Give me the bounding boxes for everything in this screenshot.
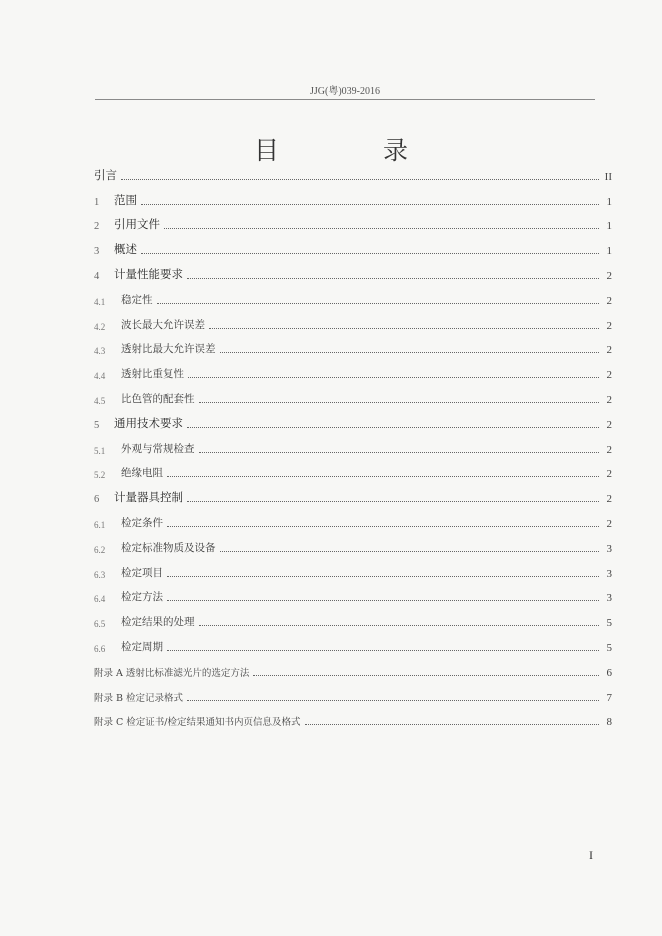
dot-leader	[141, 204, 599, 205]
toc-entry[interactable]	[94, 707, 612, 732]
toc-entry-page: 2	[606, 269, 612, 282]
toc-entry-page: 2	[606, 418, 612, 431]
toc-entry-page: 2	[606, 393, 612, 406]
toc-entry-title: 检定周期	[121, 640, 163, 653]
toc-entry-title: 概述	[114, 242, 137, 257]
toc-entry-page: 3	[606, 542, 612, 555]
toc-entry-number: 4.5	[94, 395, 106, 406]
toc-entry-title: 检定标准物质及设备	[121, 541, 216, 554]
dot-leader	[199, 625, 600, 626]
toc-entry-page: 2	[606, 344, 612, 357]
toc-entry-page: II	[604, 170, 612, 183]
toc-entry-number: 4.1	[94, 296, 106, 307]
toc-entry-number: 6.1	[94, 519, 106, 530]
dot-leader	[209, 328, 599, 329]
toc-entry-number: 5.2	[94, 470, 106, 481]
toc-entry-page: 2	[606, 369, 612, 382]
toc-entry-title: 检定结果的处理	[121, 616, 195, 629]
running-header: JJG(粤)039-2016	[310, 86, 380, 97]
toc-entry[interactable]	[94, 583, 612, 608]
dot-leader	[220, 551, 600, 552]
header-rule	[95, 99, 595, 100]
toc-entry-title: 稳定性	[121, 293, 153, 306]
toc-entry[interactable]	[94, 335, 612, 360]
toc-entry-number: 4.2	[94, 321, 106, 332]
toc-entry[interactable]	[94, 260, 612, 285]
toc-entry-number: 1	[94, 196, 100, 208]
dot-leader	[157, 303, 600, 304]
dot-leader	[167, 600, 599, 601]
toc-entry-number: 4	[94, 270, 100, 282]
toc-entry-title: 检定项目	[121, 566, 163, 579]
toc-entry-title: 引用文件	[114, 217, 160, 232]
toc-entry[interactable]	[94, 682, 612, 707]
toc-entry-page: 8	[606, 716, 612, 729]
toc-entry-number: 5	[94, 419, 100, 431]
dot-leader	[167, 526, 599, 527]
dot-leader	[187, 501, 599, 502]
toc-entry-page: 7	[606, 691, 612, 704]
toc-entry-page: 1	[606, 195, 612, 208]
toc-entry-number: 6.2	[94, 544, 106, 555]
toc-entry-page: 1	[606, 245, 612, 258]
toc-entry-title: 通用技术要求	[114, 415, 183, 430]
table-of-contents	[94, 161, 612, 731]
toc-entry[interactable]	[94, 211, 612, 236]
dot-leader	[187, 700, 599, 701]
toc-entry-page: 3	[606, 567, 612, 580]
toc-entry-page: 6	[606, 666, 612, 679]
toc-entry[interactable]	[94, 607, 612, 632]
toc-entry-number: 2	[94, 221, 100, 233]
toc-entry-number: 6.6	[94, 643, 106, 654]
toc-entry[interactable]	[94, 161, 612, 186]
dot-leader	[305, 724, 599, 725]
toc-entry-title: 附录 A 透射比标准滤光片的选定方法	[94, 667, 250, 679]
dot-leader	[121, 179, 599, 180]
dot-leader	[253, 675, 599, 676]
toc-entry[interactable]	[94, 533, 612, 558]
toc-entry[interactable]	[94, 285, 612, 310]
toc-entry-number: 6.5	[94, 619, 106, 630]
toc-entry-title: 引言	[94, 167, 117, 182]
toc-entry-number: 6.4	[94, 594, 106, 605]
dot-leader	[167, 476, 599, 477]
toc-entry[interactable]	[94, 359, 612, 384]
toc-entry-number: 4.4	[94, 371, 106, 382]
dot-leader	[164, 228, 599, 229]
dot-leader	[188, 377, 599, 378]
page-title: 目 录	[254, 136, 456, 165]
toc-entry-number: 6.3	[94, 569, 106, 580]
toc-entry-title: 计量器具控制	[114, 490, 183, 505]
dot-leader	[199, 402, 600, 403]
toc-entry-title: 绝缘电阻	[121, 467, 163, 480]
dot-leader	[187, 427, 599, 428]
toc-entry-page: 2	[606, 443, 612, 456]
dot-leader	[167, 650, 599, 651]
dot-leader	[220, 352, 600, 353]
toc-entry-page: 2	[606, 468, 612, 481]
toc-entry[interactable]	[94, 657, 612, 682]
toc-entry-number: 5.1	[94, 445, 106, 456]
toc-entry[interactable]	[94, 310, 612, 335]
dot-leader	[199, 452, 600, 453]
toc-entry-page: 1	[606, 220, 612, 233]
toc-entry[interactable]	[94, 558, 612, 583]
toc-entry-title: 检定条件	[121, 516, 163, 529]
dot-leader	[187, 278, 599, 279]
toc-entry-page: 5	[606, 641, 612, 654]
toc-entry[interactable]	[94, 235, 612, 260]
toc-entry-title: 检定方法	[121, 591, 163, 604]
toc-entry[interactable]	[94, 384, 612, 409]
toc-entry[interactable]	[94, 409, 612, 434]
toc-entry-title: 波长最大允许误差	[121, 318, 205, 331]
toc-entry-title: 透射比重复性	[121, 368, 184, 381]
dot-leader	[141, 253, 599, 254]
toc-entry-page: 3	[606, 592, 612, 605]
toc-entry[interactable]	[94, 186, 612, 211]
toc-entry[interactable]	[94, 434, 612, 459]
toc-entry-page: 2	[606, 294, 612, 307]
toc-entry-number: 3	[94, 246, 100, 258]
toc-entry-number: 4.3	[94, 346, 106, 357]
toc-entry-number: 6	[94, 494, 100, 506]
toc-entry[interactable]	[94, 632, 612, 657]
toc-entry-title: 附录 C 检定证书/检定结果通知书内页信息及格式	[94, 717, 301, 729]
toc-entry-page: 2	[606, 319, 612, 332]
toc-entry-page: 2	[606, 493, 612, 506]
toc-entry[interactable]	[94, 459, 612, 484]
toc-entry-title: 外观与常规检查	[121, 442, 195, 455]
toc-entry-title: 透射比最大允许误差	[121, 343, 216, 356]
toc-entry-title: 计量性能要求	[114, 266, 183, 281]
toc-entry-page: 5	[606, 617, 612, 630]
toc-entry[interactable]	[94, 508, 612, 533]
toc-entry-title: 比色管的配套性	[121, 392, 195, 405]
dot-leader	[167, 576, 599, 577]
toc-entry-title: 范围	[114, 192, 137, 207]
toc-entry[interactable]	[94, 483, 612, 508]
toc-entry-page: 2	[606, 517, 612, 530]
page-number: I	[589, 848, 593, 862]
toc-entry-title: 附录 B 检定记录格式	[94, 692, 184, 704]
